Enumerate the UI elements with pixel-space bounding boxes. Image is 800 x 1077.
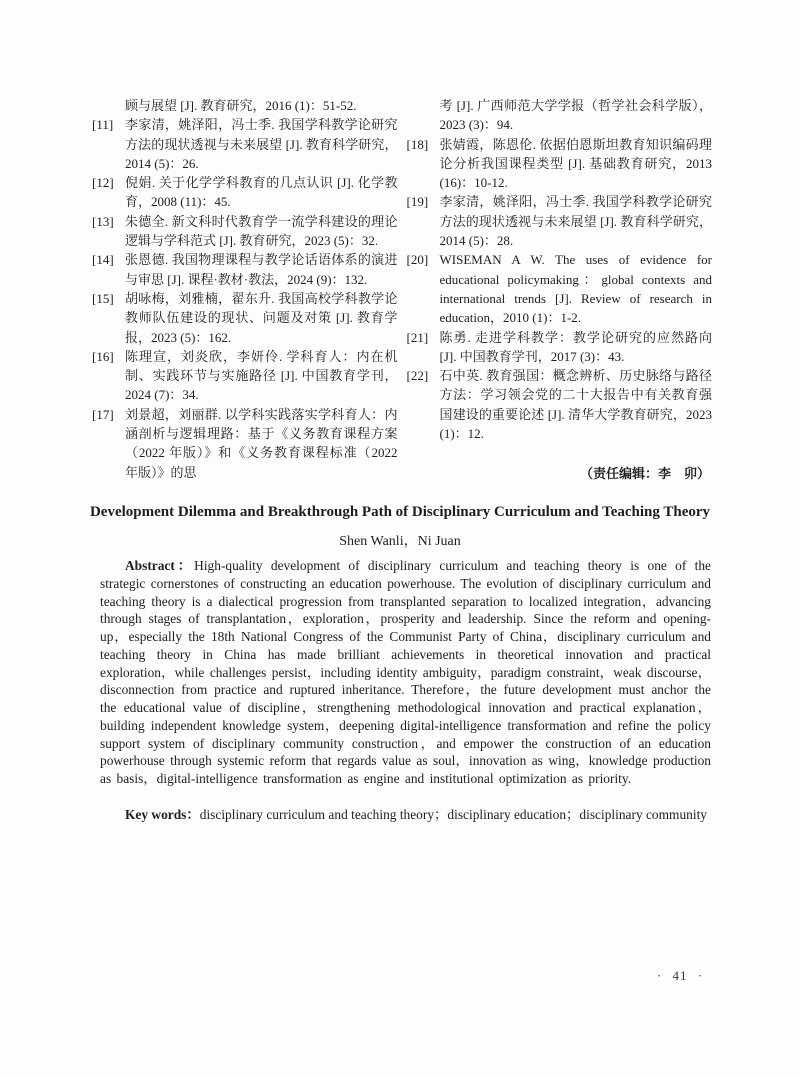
reference-number: [15] (92, 290, 114, 306)
reference-entry (92, 96, 398, 115)
reference-text: 陈勇. 走进学科教学：教学论研究的应然路向 [J]. 中国教育学刊，2017 (3)：43. (439, 329, 712, 364)
editor-note: （责任编辑：李 卯） (579, 466, 710, 482)
reference-entry (407, 250, 713, 327)
references-left-column (92, 96, 398, 482)
reference-entry (92, 212, 398, 251)
reference-number: [20] (406, 252, 429, 268)
reference-text: 倪娟. 关于化学学科教育的几点认识 [J]. 化学教育，2008 (11)：45. (125, 175, 398, 210)
reference-text: 胡咏梅，刘雅楠，翟东升. 我国高校学科教学论教师队伍建设的现状、问题及对策 [J]. 教育学报，2023 (5)：162. (125, 290, 398, 345)
reference-entry (407, 192, 713, 250)
article-title-en: Development Dilemma and Breakthrough Path of Disciplinary Curriculum and Teaching Theory (89, 504, 711, 520)
reference-number: [17] (92, 406, 114, 422)
reference-number: [19] (406, 194, 429, 210)
keywords-label: Key words： (125, 807, 200, 822)
reference-number (92, 96, 125, 115)
reference-text: 考 [J]. 广西师范大学学报（哲学社会科学版），2023 (3)：94. (439, 98, 712, 133)
reference-entry (92, 250, 398, 289)
abstract-text: High-quality development of disciplinary curriculum and teaching theory is one of the strategic cornerstones of constructing an education powerhouse. The evolution of disciplinary curriculum and teaching theory is a dialectical progression from transplanted separation to localized integration，advancing through stages of transplantation，exploration，prosperity and leadership. Since the reform and opening-up，especially the 18th National Congress of the Communist Party of China，disciplinary curriculum and teaching theory in China has made brilliant achievements in theoretical innovation and practical exploration，while challenges persist，including identity ambiguity，paradigm constraint，weak discourse，disconnection from practice and ruptured inheritance. Therefore，the future development must anchor the the educational value of discipline，strengthening methodological innovation and practical explanation，building independent knowledge system，deepening digital-intelligence transformation and refine the policy support system of disciplinary community construction，and empower the construction of an education powerhouse through systemic reform that regards value as soul，innovation as wing，knowledge production as basis，digital-intelligence transformation as engine and institutional optimization as priority. (100, 558, 711, 786)
reference-number: [11] (92, 117, 114, 133)
article-authors: Shen Wanli，Ni Juan (339, 534, 461, 549)
reference-text: 李家清，姚泽阳，冯士季. 我国学科教学论研究方法的现状透视与未来展望 [J]. 教育科学研究，2014 (5)：26. (125, 117, 398, 171)
reference-entry (407, 96, 713, 135)
reference-entry (92, 173, 398, 212)
reference-number: [18] (406, 136, 429, 152)
reference-text: 石中英. 教育强国：概念辨析、历史脉络与路径方法：学习领会党的二十大报告中有关教育强国建设的重要论述 [J]. 清华大学教育研究，2023 (1)：12. (439, 368, 712, 442)
reference-number: [22] (406, 368, 429, 384)
reference-entry (407, 328, 713, 367)
reference-entry (407, 135, 713, 193)
reference-number: [13] (92, 213, 114, 229)
reference-text: 张婧霞，陈恩伦. 依据伯恩斯坦教育知识编码理论分析我国课程类型 [J]. 基础教育研究，2013 (16)：10-12. (439, 136, 712, 191)
reference-number: [16] (92, 348, 114, 364)
page-number: · 41 · (656, 968, 704, 983)
reference-text: 张恩德. 我国物理课程与教学论话语体系的演进与审思 [J]. 课程·教材·教法，2024 (9)：132. (125, 252, 398, 287)
reference-entry (407, 366, 713, 443)
keywords-text: disciplinary curriculum and teaching theory；disciplinary education；disciplinary community (199, 807, 707, 822)
abstract-label: Abstract： (125, 558, 195, 573)
reference-number: [21] (406, 329, 429, 345)
reference-entry (92, 347, 398, 405)
reference-text: WISEMAN A W. The uses of evidence for educational policymaking：global contexts and international trends [J]. Review of research in education，2010 (1)：1-2. (439, 252, 712, 326)
reference-text: 朱德全. 新文科时代教育学一流学科建设的理论逻辑与学科范式 [J]. 教育研究，2023 (5)：32. (125, 213, 398, 249)
references-right-column (407, 96, 713, 482)
reference-text: 刘景超，刘丽群. 以学科实践落实学科育人：内涵剖析与逻辑理路：基于《义务教育课程方案（2022 年版）》和《义务教育课程标准（2022 年版）》的思 (125, 406, 398, 480)
reference-entry (92, 115, 398, 173)
reference-number: [14] (92, 252, 114, 268)
abstract-paragraph (100, 557, 711, 788)
reference-entry (92, 289, 398, 347)
reference-entry (92, 405, 398, 482)
reference-text: 顾与展望 [J]. 教育研究，2016 (1)：51-52. (125, 98, 357, 113)
reference-number (407, 96, 440, 135)
reference-text: 陈理宣，刘炎欣，李妍伶. 学科育人：内在机制、实践环节与实施路径 [J]. 中国教育学刊，2024 (7)：34. (125, 348, 398, 403)
references-section (92, 96, 712, 482)
reference-text: 李家清，姚泽阳，冯士季. 我国学科教学论研究方法的现状透视与未来展望 [J]. 教育科学研究，2014 (5)：28. (439, 194, 712, 249)
keywords-line (100, 806, 711, 824)
reference-number: [12] (92, 175, 114, 191)
